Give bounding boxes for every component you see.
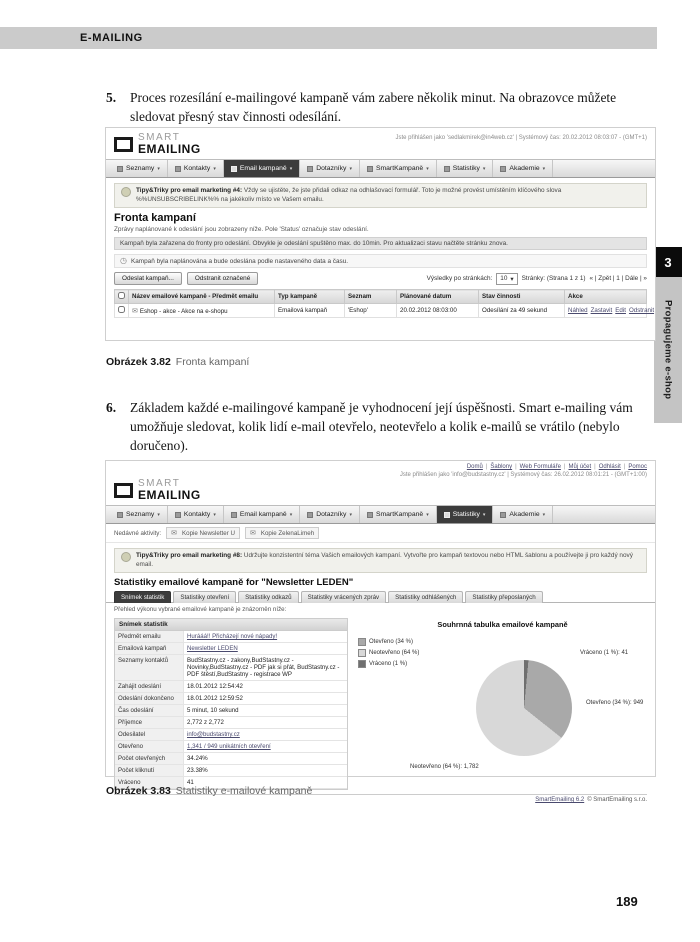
tab-statistiky-odhlasenych[interactable]: Statistiky odhlášených	[388, 591, 463, 603]
logo-line2: EMAILING	[138, 142, 201, 156]
survey-icon	[307, 512, 313, 518]
top-utility-bar	[106, 461, 655, 478]
caret-down-icon: ▾	[542, 511, 546, 518]
caret-down-icon: ▾	[542, 165, 546, 172]
envelope-icon: ✉	[132, 307, 138, 315]
stat-label: Seznamy kontaktů	[115, 655, 184, 680]
stats-row	[115, 693, 347, 705]
page-number: 189	[616, 894, 638, 909]
legend-swatch	[358, 638, 366, 646]
intro-text: Přehled výkonu vybrané emailové kampaně je znázorněn níže:	[106, 602, 655, 616]
stats-content	[106, 616, 655, 794]
item-text: Základem každé e-mailingové kampaně je vyhodnocení její úspěšnosti. Smart e-mailing vám umožňuje sledovat, kolik lidí e-mail otevřelo, neotevřelo a kolik e-mailů se vrátilo (nebylo doručeno).	[130, 400, 633, 454]
per-page-select[interactable]	[496, 273, 517, 285]
lightbulb-icon	[121, 552, 131, 562]
stats-snapshot-table	[114, 618, 348, 790]
chapter-side-tab	[654, 277, 682, 423]
tab-statistiky-otevreni[interactable]: Statistiky otevření	[173, 591, 236, 603]
caret-down-icon: ▾	[349, 165, 352, 172]
nav-label: SmartKampaně	[375, 165, 424, 173]
list-item-6	[106, 398, 633, 455]
campaign-list: 'Eshop'	[345, 304, 397, 318]
nav-label: Akademie	[509, 511, 540, 519]
results-controls	[427, 273, 647, 285]
stat-label: Čas odeslání	[115, 705, 184, 716]
page-title: Fronta kampaní	[114, 212, 196, 225]
stat-label: Počet otevřených	[115, 753, 184, 764]
action-nahled[interactable]: Náhled	[568, 307, 588, 315]
nav-label: Seznamy	[126, 165, 155, 173]
contacts-icon	[175, 512, 181, 518]
tip-title: Tipy&Triky pro email marketing #8:	[136, 552, 243, 560]
link-sablony[interactable]: | Šablony	[483, 464, 512, 470]
lightbulb-icon	[121, 187, 131, 197]
survey-icon	[307, 166, 313, 172]
login-info: Jste přihlášen jako 'info@budstastny.cz' | Systémový čas: 26.02.2012 08:01:21 - (GMT+1:00)	[399, 472, 647, 478]
per-page-value: 10	[500, 275, 508, 283]
select-all-checkbox[interactable]	[118, 292, 125, 299]
stats-row	[115, 729, 347, 741]
stat-value: 23.38%	[187, 767, 208, 775]
per-page-label: Výsledky po stránkách:	[426, 275, 493, 283]
pagination[interactable]: « | Zpět | 1 | Dále | »	[589, 275, 647, 283]
legend-label: Neotevřeno (64 %)	[369, 650, 420, 657]
list-icon	[117, 166, 123, 172]
nav-label: Dotazníky	[316, 165, 347, 173]
mail-icon	[231, 166, 237, 172]
caret-down-icon: ▾	[213, 165, 216, 172]
recent-activity-link[interactable]	[245, 527, 319, 539]
logo-line2: EMAILING	[138, 488, 201, 502]
stat-value-link[interactable]: Hurááá!! Přicházejí nové nápady!	[187, 633, 278, 641]
scheduled-note-text: Kampaň byla naplánována a bude odeslána podle nastaveného data a času.	[130, 257, 349, 265]
campaign-date: 20.02.2012 08:03:00	[397, 304, 479, 318]
nav-tab-kontakty[interactable]	[168, 160, 224, 177]
stat-value: 34.24%	[187, 755, 208, 763]
intro-text: Zprávy naplánované k odeslání jsou zobrazeny níže. Pole 'Status' označuje stav odeslání.	[114, 226, 369, 234]
chart-legend	[358, 638, 419, 671]
caption-label: Obrázek 3.82	[106, 356, 171, 368]
caret-down-icon: ▾	[157, 511, 160, 518]
stats-row	[115, 741, 347, 753]
nav-label: Kontakty	[183, 165, 211, 173]
col-header-date: Plánované datum	[397, 290, 479, 304]
nav-label: Akademie	[509, 165, 540, 173]
recent-label: Nedávné aktivity:	[114, 529, 162, 537]
link-muj-ucet[interactable]: | Můj účet	[561, 464, 591, 470]
nav-label: Statistiky	[452, 165, 480, 173]
pie-label-vraceno: Vráceno (1 %): 41	[580, 650, 629, 657]
list-item-5	[106, 88, 633, 126]
logo-icon	[114, 137, 133, 152]
item-number: 5.	[106, 90, 117, 105]
smartemailing-logo	[114, 479, 201, 502]
table-row	[115, 304, 647, 318]
footer-copyright: © SmartEmailing s.r.o.	[587, 797, 647, 804]
stat-label: Odesilatel	[115, 729, 184, 740]
app-header	[106, 128, 655, 159]
side-tab-label: Propagujeme e-shop	[662, 300, 674, 400]
stat-label: Emailová kampaň	[115, 643, 184, 654]
logo-text	[138, 479, 201, 502]
stats-icon	[444, 512, 450, 518]
logo-text	[138, 133, 201, 156]
nav-tab-email-kampane[interactable]	[224, 506, 300, 523]
tab-statistiky-odkazu[interactable]: Statistiky odkazů	[238, 591, 298, 603]
nav-label: Email kampaně	[239, 165, 287, 173]
tip-content	[136, 187, 640, 204]
recent-activity-link[interactable]	[166, 527, 240, 539]
caption-text: Statistiky e-mailové kampaně	[175, 785, 313, 797]
stat-value: 2,772 z 2,772	[187, 719, 224, 727]
row-checkbox[interactable]	[118, 306, 125, 313]
caret-down-icon: ▾	[289, 511, 293, 518]
caret-down-icon: ▾	[349, 511, 352, 518]
stat-value: 18.01.2012 12:54:42	[187, 683, 243, 691]
col-header-actions: Akce	[565, 290, 647, 304]
remove-selected-button[interactable]: Odstranit označené	[187, 272, 258, 285]
contacts-icon	[175, 166, 181, 172]
link-web-formulare[interactable]: | Web Formuláře	[512, 464, 561, 470]
legend-label: Vráceno (1 %)	[369, 661, 408, 668]
envelope-icon: ✉	[249, 530, 256, 538]
caret-down-icon: ▾	[482, 165, 486, 172]
smartemailing-logo	[114, 133, 201, 156]
nav-label: Email kampaně	[239, 511, 287, 519]
caption-label: Obrázek 3.83	[106, 785, 171, 797]
link-odhlasit[interactable]: | Odhlásit	[591, 464, 621, 470]
stats-row	[115, 765, 347, 777]
campaign-icon	[367, 166, 373, 172]
campaign-status: Odesílání za 49 sekund	[479, 304, 565, 318]
stats-icon	[444, 166, 450, 172]
pie-label-otevreno: Otevřeno (34 %): 949	[586, 700, 644, 707]
nav-label: SmartKampaně	[375, 511, 424, 519]
envelope-icon: ✉	[171, 530, 177, 538]
stat-label: Vráceno	[115, 777, 184, 788]
stat-label: Zahájit odeslání	[115, 681, 184, 692]
nav-tab-email-kampane[interactable]	[224, 160, 300, 177]
stat-value: BudStastny.cz - zakony,BudStastny.cz - Novinky,BudStastny.cz - PDF jak si přát, BudStastny.cz - PDF štěstí,BudStastny - registrace WP	[187, 657, 340, 679]
action-edit[interactable]: Edit	[615, 307, 626, 315]
list-icon	[117, 512, 123, 518]
caret-down-icon: ▾	[426, 165, 429, 172]
stat-label: Odeslání dokončeno	[115, 693, 184, 704]
campaign-name: Eshop - akce - Akce na e-shopu	[139, 307, 228, 315]
caret-down-icon: ▾	[157, 165, 160, 172]
recent-activity-label: Kopie ZelenaLimeh	[260, 529, 315, 537]
nav-tab-statistiky[interactable]	[437, 506, 494, 523]
utility-links	[467, 464, 647, 470]
page-title: Statistiky emailové kampaně for "Newsletter LEDEN"	[114, 577, 354, 589]
stat-label: Počet kliknutí	[115, 765, 184, 776]
caret-down-icon: ▾	[482, 511, 486, 518]
action-odstranit[interactable]: Odstranit	[628, 307, 655, 315]
tip-title: Tipy&Triky pro email marketing #4:	[136, 187, 243, 195]
col-header-name: Název emailové kampaně - Předmět emailu	[129, 290, 275, 304]
figure-caption-383	[106, 785, 312, 797]
item-number: 6.	[106, 400, 117, 415]
stat-value: 18.01.2012 12:59:52	[187, 695, 243, 703]
figure-caption-382	[106, 356, 249, 368]
tab-snimek-statistik[interactable]: Snímek statistik	[114, 591, 171, 603]
mail-icon	[231, 512, 237, 518]
nav-tab-akademie[interactable]	[493, 506, 553, 523]
screenshot-fronta-kampani	[105, 127, 656, 341]
nav-tab-akademie[interactable]	[493, 160, 553, 177]
summary-chart	[358, 618, 647, 790]
stats-row	[115, 705, 347, 717]
col-header-status: Stav činnosti	[479, 290, 565, 304]
tip-text: Udržujte konzistentní téma Vašich emailových kampaní. Vytvořte pro kampaň textovou nebo HTML šablonu a používejte ji pro každý nový email.	[136, 552, 633, 568]
stat-value-link[interactable]: Newsletter LEDEN	[187, 645, 238, 653]
link-domu[interactable]: Domů	[466, 464, 483, 470]
nav-label: Statistiky	[452, 511, 480, 519]
tip-content	[136, 552, 640, 569]
stat-value: 41	[187, 779, 194, 787]
scheduled-note	[114, 254, 647, 268]
col-header-type: Typ kampaně	[275, 290, 345, 304]
chapter-number-tab: 3	[654, 247, 682, 277]
legend-item	[358, 649, 419, 657]
nav-tab-seznamy[interactable]	[110, 506, 168, 523]
caret-down-icon: ▾	[213, 511, 216, 518]
nav-tab-dotazniky[interactable]	[300, 506, 360, 523]
legend-item	[358, 638, 419, 646]
login-info: Jste přihlášen jako 'sedlakmirek@in4web.cz' | Systémový čas: 20.02.2012 08:03:07 - (GMT+1)	[395, 135, 647, 141]
clock-icon: ◷	[120, 256, 127, 266]
nav-tab-seznamy[interactable]	[110, 160, 168, 177]
stats-row	[115, 655, 347, 681]
queue-status-note: Kampaň byla zařazena do fronty pro odeslání. Obvykle je odeslání spuštěno max. do 10min. Pro aktualizaci stavu načtěte stránku znova.	[114, 237, 647, 250]
legend-swatch	[358, 649, 366, 657]
caret-down-icon: ▾	[289, 165, 293, 172]
logo-line1: SMART	[138, 132, 181, 143]
main-nav	[106, 505, 655, 524]
send-campaign-button[interactable]: Odeslat kampaň...	[114, 272, 182, 285]
nav-label: Seznamy	[126, 511, 155, 519]
legend-label: Otevřeno (34 %)	[369, 639, 414, 646]
footer-version-link[interactable]: SmartEmailing 6.2	[535, 797, 585, 804]
action-zastavit[interactable]: Zastavit	[590, 307, 613, 315]
stat-label: Příjemce	[115, 717, 184, 728]
nav-tab-statistiky[interactable]	[437, 160, 494, 177]
pie-label-neotevreno: Neotevřeno (64 %): 1,782	[410, 764, 479, 771]
nav-label: Kontakty	[183, 511, 211, 519]
app-header	[106, 478, 655, 505]
tab-statistiky-preposlanych[interactable]: Statistiky přeposlaných	[465, 591, 542, 603]
chapter-header: E-MAILING	[80, 32, 143, 44]
nav-tab-kontakty[interactable]	[168, 506, 224, 523]
stats-row	[115, 753, 347, 765]
tip-box	[114, 183, 647, 208]
caption-text: Fronta kampaní	[175, 356, 250, 368]
legend-item	[358, 660, 419, 668]
nav-tab-smartkampane[interactable]	[360, 506, 437, 523]
chart-title: Souhrnná tabulka emailové kampaně	[437, 620, 568, 630]
logo-icon	[114, 483, 133, 498]
campaign-icon	[367, 512, 373, 518]
pie-chart	[476, 660, 572, 756]
academy-icon	[500, 166, 506, 172]
nav-tab-smartkampane[interactable]	[360, 160, 437, 177]
recent-activities	[106, 524, 655, 543]
nav-tab-dotazniky[interactable]	[300, 160, 360, 177]
recent-activity-label: Kopie Newsletter U	[182, 529, 235, 537]
nav-label: Dotazníky	[316, 511, 347, 519]
item-text: Proces rozesílání e-mailingové kampaně vám zabere několik minut. Na obrazovce můžete sledovat přesný stav činnosti odesílání.	[130, 90, 617, 125]
caret-down-icon: ▾	[510, 275, 514, 283]
col-header-list: Seznam	[345, 290, 397, 304]
link-pomoc[interactable]: | Pomoc	[621, 464, 647, 470]
campaign-type: Emailová kampaň	[275, 304, 345, 318]
stats-table-header: Snímek statistik	[115, 619, 347, 631]
tab-statistiky-vracenych[interactable]: Statistiky vrácených zpráv	[301, 591, 387, 603]
stat-value: 5 minut, 10 sekund	[187, 707, 239, 715]
tip-box	[114, 548, 647, 573]
stat-value-link[interactable]: 1,341 / 949 unikátních otevření	[187, 743, 271, 751]
stats-row	[115, 631, 347, 643]
main-nav	[106, 159, 655, 178]
academy-icon	[500, 512, 506, 518]
pages-label: Stránky: (Strana 1 z 1)	[521, 275, 586, 283]
logo-line1: SMART	[138, 478, 181, 489]
stats-row	[115, 717, 347, 729]
stats-row	[115, 643, 347, 655]
legend-swatch	[358, 660, 366, 668]
stat-label: Předmět emailu	[115, 631, 184, 642]
caret-down-icon: ▾	[426, 511, 429, 518]
stats-row	[115, 681, 347, 693]
tip-text: Vždy se ujistěte, že jste přidali odkaz na odhlašovací formulář. Toto je možné provést umístěním klíčového slova %%UNSUBSCRIBELINK%% na jakékoliv místo ve Vašem emailu.	[136, 187, 562, 203]
campaign-queue-table	[114, 289, 655, 318]
toolbar	[114, 272, 647, 285]
stat-label: Otevřeno	[115, 741, 184, 752]
chapter-header-bar	[0, 27, 657, 49]
table-header-row	[115, 290, 647, 304]
stat-value-link[interactable]: info@budstastny.cz	[187, 731, 240, 739]
